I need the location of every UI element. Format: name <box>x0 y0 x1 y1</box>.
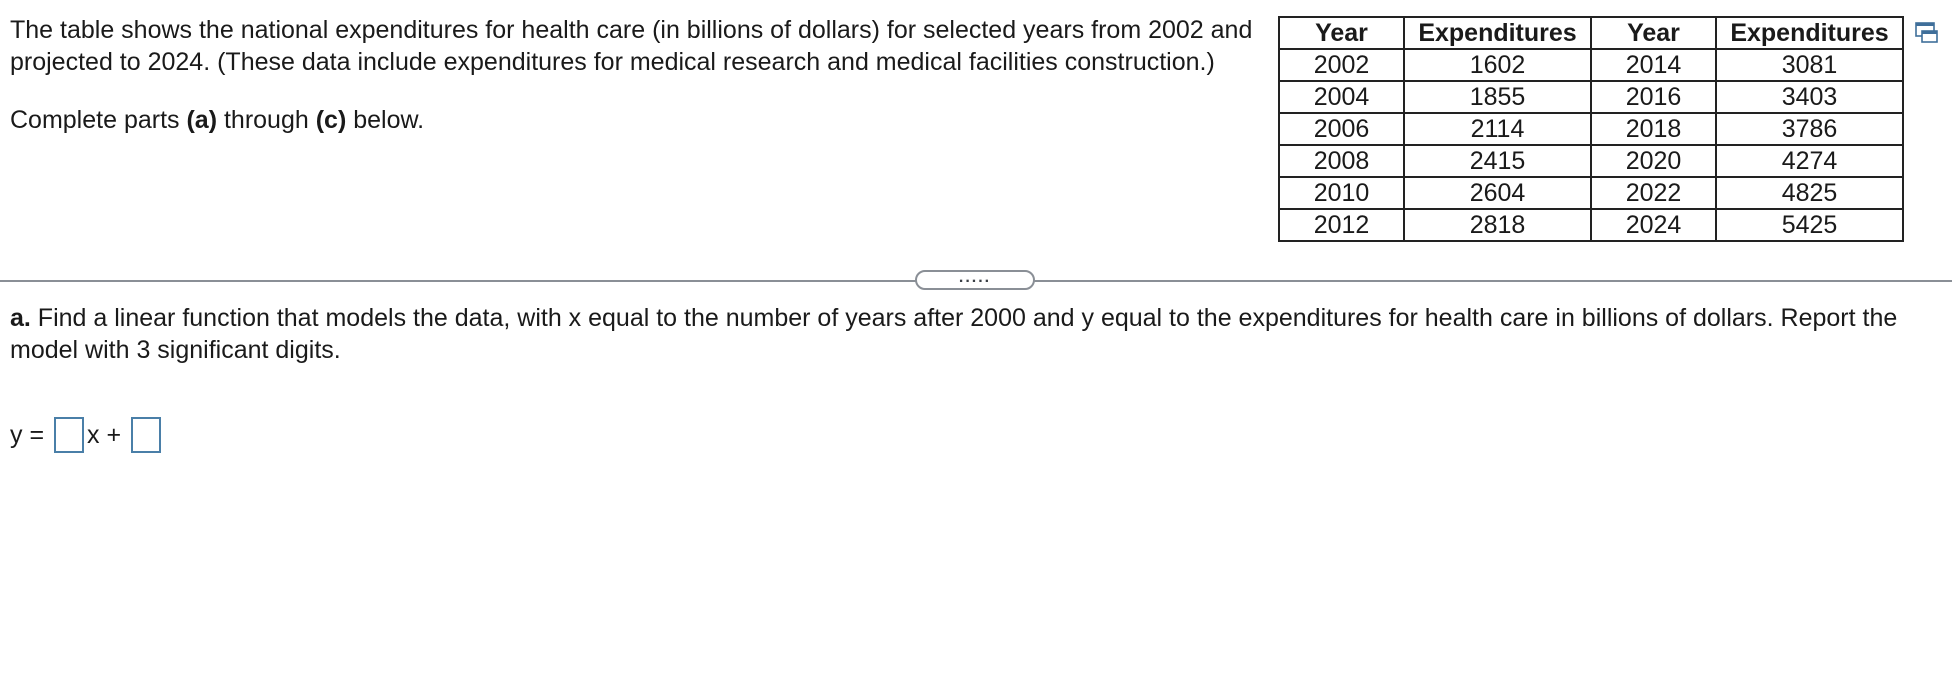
instruction-mid: through <box>217 106 316 134</box>
table-cell: 3403 <box>1716 81 1903 113</box>
linear-model-answer <box>10 414 164 456</box>
collapse-handle[interactable]: ..... <box>915 270 1035 290</box>
table-cell: 3081 <box>1716 49 1903 81</box>
part-a-question <box>10 302 1940 366</box>
table-cell: 2004 <box>1279 81 1404 113</box>
table-cell: 3786 <box>1716 113 1903 145</box>
table-cell: 2818 <box>1404 209 1591 241</box>
part-a-text: Find a linear function that models the data, with x equal to the number of years after 2000 and y equal to the expenditures for health care in billions of dollars. Report the model with 3 significant digits. <box>10 304 1898 364</box>
table-row <box>1279 81 1903 113</box>
table-cell: 2010 <box>1279 177 1404 209</box>
instruction-prefix: Complete parts <box>10 106 187 134</box>
table-row <box>1279 145 1903 177</box>
table-cell: 1855 <box>1404 81 1591 113</box>
instruction-part-c: (c) <box>315 106 347 134</box>
answer-lhs: y = <box>10 420 51 449</box>
instruction-part-a: (a) <box>186 106 218 134</box>
table-cell: 4825 <box>1716 177 1903 209</box>
table-row <box>1279 49 1903 81</box>
table-cell: 2016 <box>1591 81 1716 113</box>
intercept-input[interactable] <box>131 417 161 453</box>
header-year-1: Year <box>1279 17 1404 49</box>
part-a-label: a. <box>10 304 31 332</box>
slope-input[interactable] <box>54 417 84 453</box>
table-cell: 2014 <box>1591 49 1716 81</box>
table-cell: 2604 <box>1404 177 1591 209</box>
instruction-suffix: below. <box>346 106 425 134</box>
header-expenditures-2: Expenditures <box>1716 17 1903 49</box>
table-header-row <box>1279 17 1903 49</box>
table-cell: 2002 <box>1279 49 1404 81</box>
problem-statement <box>10 14 1270 136</box>
instruction-line <box>10 104 1270 136</box>
intro-paragraph: The table shows the national expenditures for health care (in billions of dollars) for selected years from 2002 and projected to 2024. (These data include expenditures for medical research and medical facilities construction.) <box>10 16 1253 76</box>
table-cell: 2415 <box>1404 145 1591 177</box>
table-cell: 2012 <box>1279 209 1404 241</box>
table-row <box>1279 113 1903 145</box>
answer-x-term: x + <box>87 420 128 449</box>
table-cell: 2022 <box>1591 177 1716 209</box>
table-cell: 2024 <box>1591 209 1716 241</box>
table-cell: 2114 <box>1404 113 1591 145</box>
table-cell: 2008 <box>1279 145 1404 177</box>
expenditures-table <box>1278 16 1904 242</box>
table-row <box>1279 177 1903 209</box>
table-cell: 2006 <box>1279 113 1404 145</box>
table-cell: 2018 <box>1591 113 1716 145</box>
table-cell: 4274 <box>1716 145 1903 177</box>
table-cell: 1602 <box>1404 49 1591 81</box>
table-row <box>1279 209 1903 241</box>
header-year-2: Year <box>1591 17 1716 49</box>
table-cell: 2020 <box>1591 145 1716 177</box>
popout-window-icon[interactable] <box>1915 22 1939 44</box>
header-expenditures-1: Expenditures <box>1404 17 1591 49</box>
table-cell: 5425 <box>1716 209 1903 241</box>
